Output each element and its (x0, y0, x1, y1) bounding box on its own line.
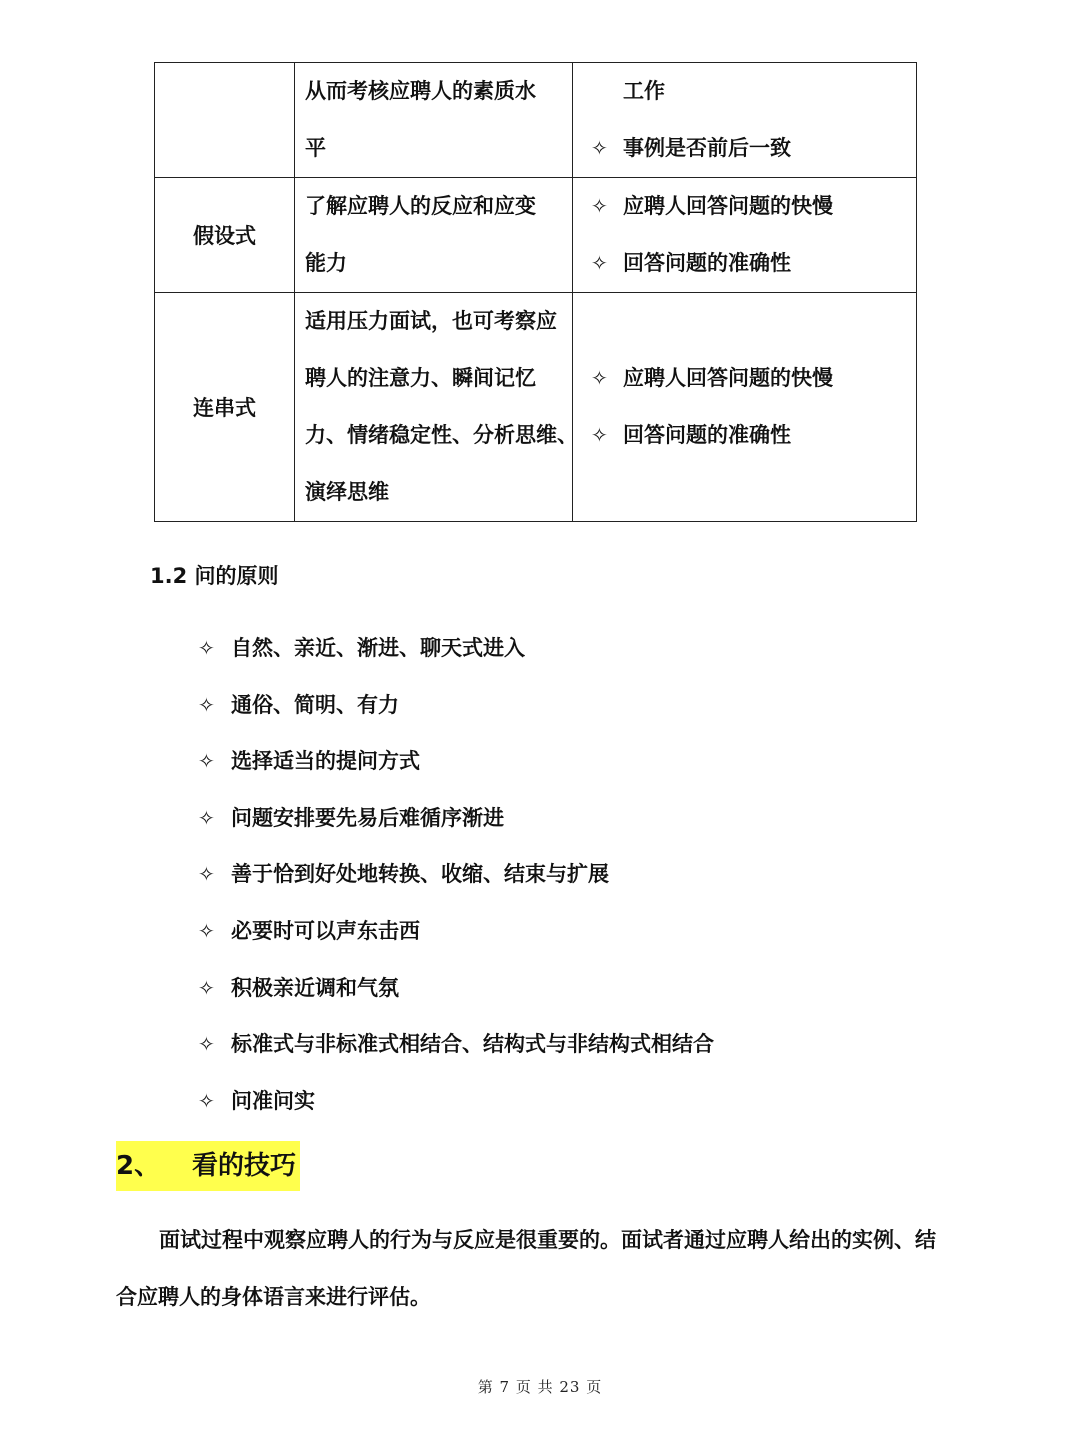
list-item: ✧ 必要时可以声东击西 (198, 903, 714, 960)
list-item: ✧ 标准式与非标准式相结合、结构式与非结构式相结合 (198, 1016, 714, 1073)
point-line: ✧ 回答问题的准确性 (591, 407, 916, 464)
purpose-line: 平 (305, 136, 326, 160)
purpose-line: 了解应聘人的反应和应变 (305, 194, 536, 218)
table-cell-type (155, 63, 295, 178)
diamond-star-bullet-icon: ✧ (198, 749, 215, 774)
diamond-star-bullet-icon: ✧ (198, 862, 215, 887)
table-cell-type: 假设式 (155, 178, 295, 293)
point-line: 工作 (623, 79, 665, 103)
section-number: 2、 (116, 1151, 161, 1181)
diamond-star-bullet-icon: ✧ (591, 366, 608, 390)
diamond-star-bullet-icon: ✧ (198, 692, 215, 717)
list-item: ✧ 自然、亲近、渐进、聊天式进入 (198, 620, 714, 677)
diamond-star-bullet-icon: ✧ (198, 975, 215, 1000)
diamond-star-bullet-icon: ✧ (591, 194, 608, 218)
point-line: ✧ 回答问题的准确性 (591, 235, 916, 292)
point-line: ✧ 应聘人回答问题的快慢 (591, 350, 916, 407)
point-line: ✧ 应聘人回答问题的快慢 (591, 178, 916, 235)
body-paragraph: 面试过程中观察应聘人的行为与反应是很重要的。面试者通过应聘人给出的实例、结 合应聘人的身体语言来进行评估。 (116, 1228, 936, 1309)
diamond-star-bullet-icon: ✧ (198, 805, 215, 830)
section-title: 看的技巧 (192, 1151, 297, 1181)
diamond-star-bullet-icon: ✧ (591, 251, 608, 275)
table-cell-purpose (295, 293, 578, 522)
table-cell-purpose (295, 178, 573, 293)
page-number-footer: 第 7 页 共 23 页 (477, 1378, 603, 1396)
table-cell-type: 连串式 (155, 293, 295, 522)
diamond-star-bullet-icon: ✧ (198, 636, 215, 660)
table-cell-points (573, 178, 917, 293)
interview-question-table (154, 62, 917, 522)
questioning-principles-list (198, 620, 714, 1129)
table-cell-purpose (295, 63, 573, 178)
diamond-star-bullet-icon: ✧ (591, 136, 608, 160)
point-line: ✧ 事例是否前后一致 (591, 120, 916, 177)
purpose-line: 从而考核应聘人的素质水 (305, 79, 536, 103)
list-item: ✧ 问题安排要先易后难循序渐进 (198, 790, 714, 847)
list-item: ✧ 选择适当的提问方式 (198, 733, 714, 790)
section-heading-1-2: 1.2 问的原则 (150, 564, 279, 588)
table-row (155, 293, 917, 522)
list-item: ✧ 通俗、简明、有力 (198, 677, 714, 734)
table-cell-points (573, 63, 917, 178)
table-row (155, 178, 917, 293)
purpose-line: 演绎思维 (305, 480, 389, 504)
diamond-star-bullet-icon: ✧ (198, 918, 215, 943)
purpose-line: 能力 (305, 251, 347, 275)
table-cell-points (573, 293, 917, 522)
list-item: ✧ 积极亲近调和气氛 (198, 960, 714, 1017)
section-heading-2 (116, 1141, 300, 1191)
list-item: ✧ 善于恰到好处地转换、收缩、结束与扩展 (198, 846, 714, 903)
purpose-line: 适用压力面试，也可考察应 (305, 309, 557, 333)
purpose-line: 聘人的注意力、瞬间记忆 (305, 366, 536, 390)
diamond-star-bullet-icon: ✧ (591, 423, 608, 447)
diamond-star-bullet-icon: ✧ (198, 1032, 215, 1057)
table-row (155, 63, 917, 178)
diamond-star-bullet-icon: ✧ (198, 1088, 215, 1113)
list-item: ✧ 问准问实 (198, 1073, 714, 1130)
purpose-line: 力、情绪稳定性、分析思维、 (305, 423, 578, 447)
